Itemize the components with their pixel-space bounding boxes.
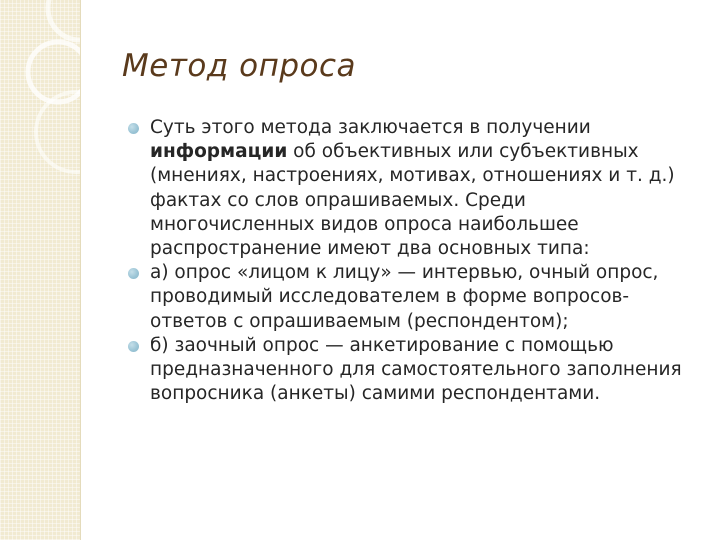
- bullet-item-1: [128, 116, 688, 261]
- bullet-1-text-start: Суть этого метода заключается в получении: [150, 117, 591, 138]
- bullet-item-3: [128, 334, 688, 407]
- bullet-1-text-end: об объективных или субъективных (мнениях, настроениях, мотивах, отношениях и т. д.) фактах со слов опрашиваемых. Среди многочисленных видов опроса наибольшее распространение имеют два основных типа:: [150, 141, 675, 260]
- decorative-side-strip: [0, 0, 81, 540]
- bullet-1-bold-term: информации: [150, 141, 288, 163]
- bullet-2-text: а) опрос «лицом к лицу» — интервью, очный опрос, проводимый исследователем в форме вопросов-ответов с опрашиваемым (респондентом);: [150, 262, 659, 332]
- bullet-icon: [128, 123, 139, 134]
- bullet-icon: [128, 341, 139, 352]
- slide-title: Метод опроса: [122, 48, 357, 84]
- bullet-icon: [128, 268, 139, 279]
- bullet-3-text: б) заочный опрос — анкетирование с помощью предназначенного для самостоятельного заполнения вопросника (анкеты) самими респондентами.: [150, 334, 682, 405]
- decorative-circles-icon: [0, 0, 80, 540]
- bullet-list: [128, 116, 688, 406]
- bullet-item-2: [128, 261, 688, 334]
